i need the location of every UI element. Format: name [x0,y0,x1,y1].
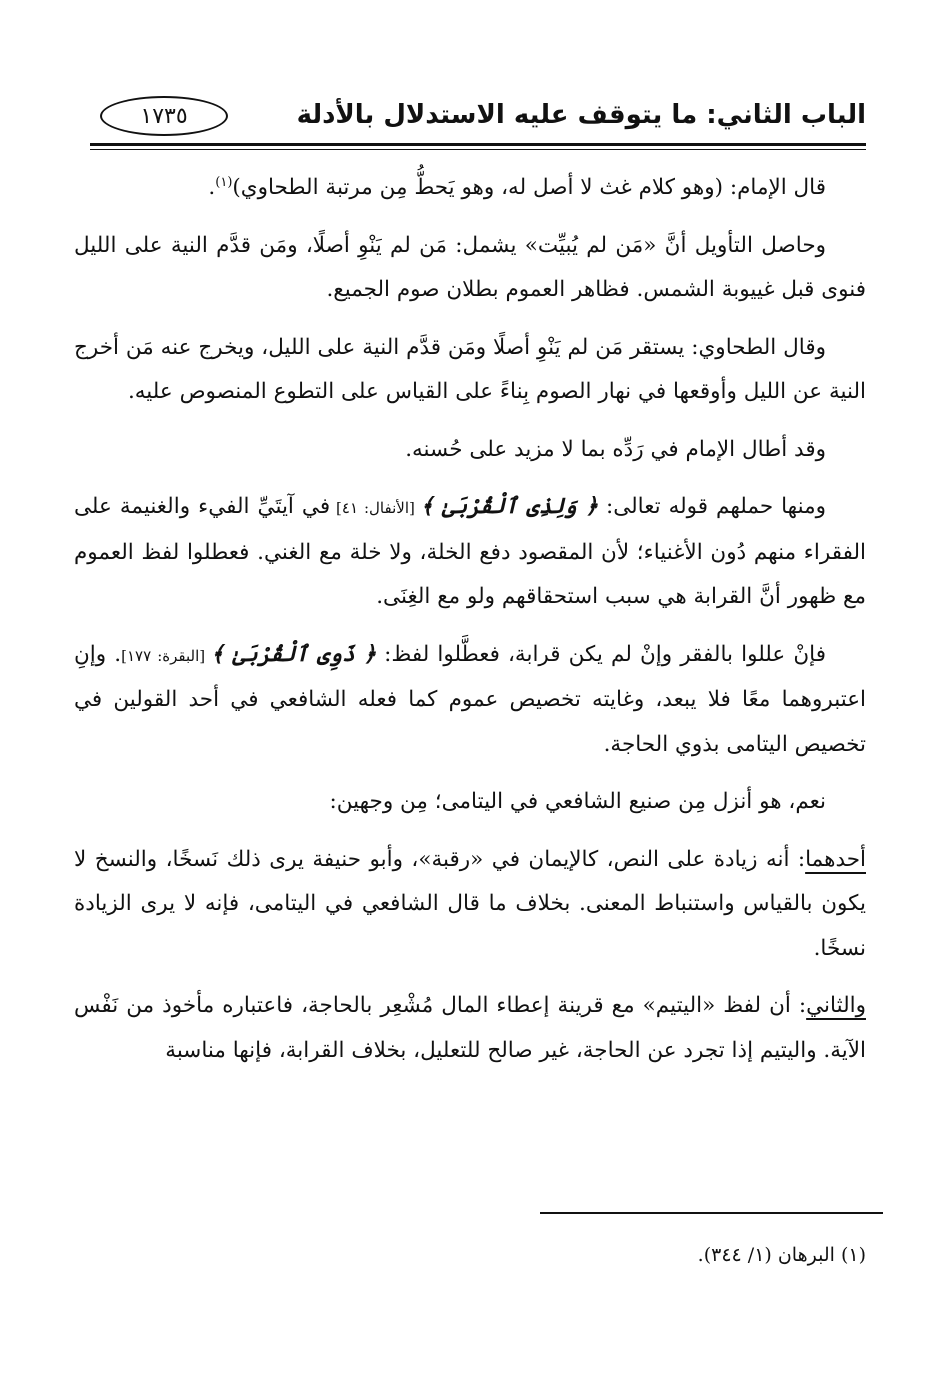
quran-verse: ﴿ ذَوِى ٱلْقُرْبَىٰ ﴾ [211,641,377,667]
footnote-rule [540,1212,883,1214]
running-title: الباب الثاني: ما يتوقف عليه الاستدلال بالأدلة [296,100,866,130]
point-label: أحدهما [805,846,866,872]
paragraph-text: في آيتَيِّ الفيء والغنيمة على الفقراء منهم دُون الأغنياء؛ لأن المقصود دفع الخلة، ولا خلة مع الغني. فعطلوا لفظ العموم مع ظهور أنَّ القرابة هي سبب استحقاقهم ولو مع الغِنَى. [74,494,866,609]
paragraph-text: فإنْ عللوا بالفقر وإنْ لم يكن قرابة، فعطَّلوا لفظ: [376,641,826,667]
paragraph-text: : أنه زيادة على النص، كالإيمان في «رقبة»، وأبو حنيفة يرى ذلك نَسخًا، والنسخ لا يكون بالقياس واستنباط المعنى. بخلاف ما قال الشافعي في اليتامى، فإنه لا يرى الزيادة نسخًا. [74,846,866,961]
header-rule-thin [90,149,866,150]
paragraph-2: وحاصل التأويل أنَّ «مَن لم يُبيِّت» يشمل: مَن لم يَنْوِ أصلًا، ومَن قدَّم النية على الليل فنوى قبل غييوبة الشمس. فظاهر العموم بطلان صوم الجميع. [74,232,866,302]
paragraph-8 [74,838,866,972]
paragraph-3: وقال الطحاوي: يستقر مَن لم يَنْوِ أصلًا ومَن قدَّم النية على الليل، ويخرج عنه مَن أخرج النية عن الليل وأوقعها في نهار الصوم بِناءً على القياس على التطوع المنصوص عليه. [74,334,866,404]
point-label: والثاني [806,993,866,1018]
page-header [90,90,866,148]
body-text [74,166,866,1086]
paragraph-7: نعم، هو أنزل مِن صنيع الشافعي في اليتامى؛ مِن وجهين: [329,789,826,814]
paragraph-text: . [208,175,216,200]
verse-reference: [الأنفال: ٤١] [330,499,421,517]
page-number-badge: ١٧٣٥ [100,96,228,136]
paragraph-text: ومنها حملهم قوله تعالى: [597,494,826,519]
paragraph-text: قال الإمام: (وهو كلام غث لا أصل له، وهو يَحطُّ مِن مرتبة الطحاوي) [232,175,826,200]
footnote: (١) البرهان (١/ ٣٤٤). [697,1244,866,1266]
verse-reference: [البقرة: ١٧٧] [121,646,212,665]
paragraph-6 [74,633,866,768]
footnote-marker[interactable]: (١) [215,174,233,190]
paragraph-1 [74,166,866,211]
paragraph-4: وقد أطال الإمام في رَدِّه بما لا مزيد على حُسنه. [405,436,826,462]
paragraph-5 [74,485,866,620]
quran-verse: ﴿ وَلِذِى ٱلْقُرْبَىٰ ﴾ [420,494,598,519]
paragraph-9 [74,984,866,1073]
paragraph-text: : أن لفظ «اليتيم» مع قرينة إعطاء المال مُشْعِر بالحاجة، فاعتباره مأخوذ من نَفْس الآية. واليتيم إذا تجرد عن الحاجة، غير صالح للتعليل، بخلاف القرابة، فإنها مناسبة [74,993,866,1063]
paragraph-text: . وإنِ اعتبروهما معًا فلا يبعد، وغايته تخصيص عموم كما فعله الشافعي في أحد القولين في تخصيص اليتامى بذوي الحاجة. [74,641,866,757]
header-rule-thick [90,143,866,146]
